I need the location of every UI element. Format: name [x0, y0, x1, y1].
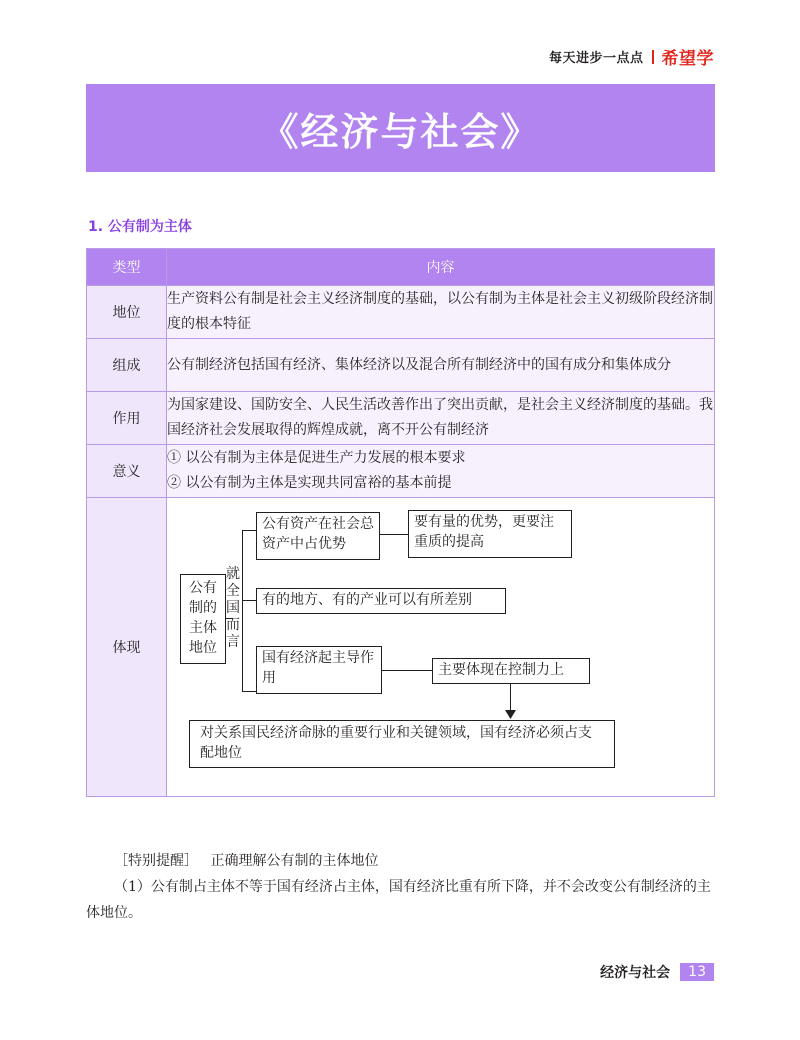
- row-content: 为国家建设、国防安全、人民生活改善作出了突出贡献，是社会主义经济制度的基础。我国经济社会发展取得的辉煌成就，离不开公有制经济: [167, 392, 715, 445]
- diagram-node-state-leading: 国有经济起主导作用: [256, 646, 382, 694]
- page-number: 13: [680, 963, 714, 981]
- content-table: [86, 248, 715, 797]
- header-divider: [652, 50, 654, 64]
- footer-section-name: 经济与社会: [600, 965, 671, 981]
- row-type: 组成: [87, 339, 167, 392]
- reminder-text: 正确理解公有制的主体地位: [210, 853, 379, 869]
- diagram-node-asset-advantage: 公有资产在社会总资产中占优势: [256, 512, 380, 560]
- table-row: [87, 339, 715, 392]
- row-content: 生产资料公有制是社会主义经济制度的基础，以公有制为主体是社会主义初级阶段经济制度的根本特征: [167, 286, 715, 339]
- connector-line: [242, 691, 256, 692]
- row-type: 体现: [87, 498, 167, 797]
- diagram-node-regional-difference: 有的地方、有的产业可以有所差别: [256, 588, 506, 614]
- connector-line: [242, 530, 243, 692]
- significance-item-2: ② 以公有制为主体是实现共同富裕的基本前提: [167, 475, 452, 491]
- connector-line: [380, 534, 408, 535]
- section-heading: 1. 公有制为主体: [88, 219, 192, 235]
- row-content: 公有制经济包括国有经济、集体经济以及混合所有制经济中的国有成分和集体成分: [167, 339, 715, 392]
- table-row: [87, 392, 715, 445]
- row-content: [167, 445, 715, 498]
- connector-line: [382, 670, 432, 671]
- header-slogan: 每天进步一点点: [548, 51, 644, 66]
- table-row: [87, 445, 715, 498]
- title-banner: [86, 84, 715, 172]
- connector-line: [242, 600, 256, 601]
- table-header-row: [87, 249, 715, 286]
- special-reminder: [86, 848, 715, 874]
- page-title: 《经济与社会》: [260, 109, 541, 154]
- header-brand: [549, 44, 714, 69]
- col-header-content: 内容: [167, 249, 715, 286]
- reminder-paragraph: （1）公有制占主体不等于国有经济占主体，国有经济比重有所下降，并不会改变公有制经济的主体地位。: [86, 879, 711, 921]
- diagram-note-quality: 要有量的优势，更要注重质的提高: [408, 510, 572, 558]
- col-header-type: 类型: [87, 249, 167, 286]
- brand-logo: 希望学: [661, 49, 714, 69]
- row-type: 地位: [87, 286, 167, 339]
- diagram-root: 公有制的主体地位: [180, 574, 226, 664]
- significance-item-1: ① 以公有制为主体是促进生产力发展的根本要求: [167, 450, 466, 466]
- diagram-branch-label: 就全国而言: [226, 566, 240, 650]
- page-footer: [600, 962, 714, 982]
- diagram-note-control: 主要体现在控制力上: [432, 658, 590, 684]
- connector-line: [242, 530, 256, 531]
- row-type: 作用: [87, 392, 167, 445]
- table-row: [87, 498, 715, 797]
- table-row: [87, 286, 715, 339]
- reminder-label: ［特别提醒］: [114, 853, 198, 869]
- row-type: 意义: [87, 445, 167, 498]
- diagram-node-lifeline-industries: 对关系国民经济命脉的重要行业和关键领域，国有经济必须占支配地位: [189, 720, 615, 768]
- arrow-down-icon: [505, 710, 516, 720]
- structure-diagram: [167, 498, 715, 797]
